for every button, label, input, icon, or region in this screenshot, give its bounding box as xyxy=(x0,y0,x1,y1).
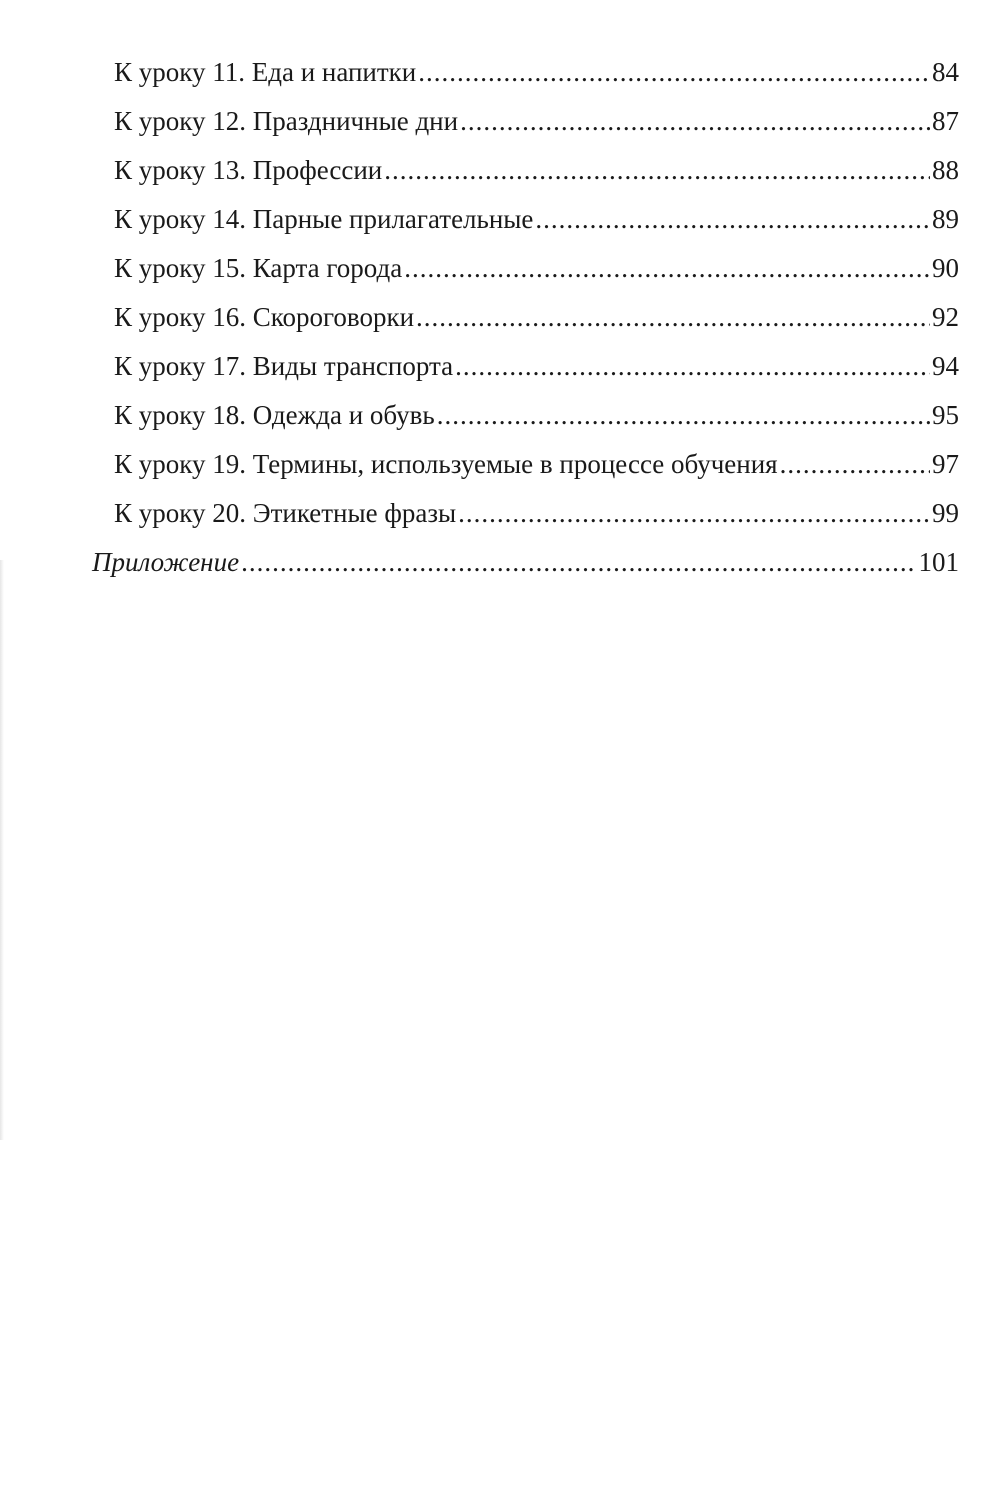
dot-leader xyxy=(780,440,930,489)
toc-entry-lesson-16[interactable] xyxy=(114,293,959,342)
toc-entry-lesson-12[interactable] xyxy=(114,97,959,146)
toc-entry-title: Приложение xyxy=(92,547,240,577)
dot-leader xyxy=(437,391,930,440)
toc-entry-page-number: 90 xyxy=(932,253,959,283)
toc-entry-lesson-13[interactable] xyxy=(114,146,959,195)
page-edge-shadow xyxy=(0,560,4,1140)
toc-entry-title: К уроку 11. Еда и напитки xyxy=(114,57,417,87)
toc-entry-page-number: 95 xyxy=(932,400,959,430)
toc-entry-lesson-19[interactable] xyxy=(114,440,959,489)
toc-entry-page-number: 92 xyxy=(932,302,959,332)
toc-entry-lesson-11[interactable] xyxy=(114,48,959,97)
dot-leader xyxy=(418,48,930,97)
toc-entry-title: К уроку 17. Виды транспорта xyxy=(114,351,454,381)
toc-entry-title: К уроку 12. Праздничные дни xyxy=(114,106,459,136)
toc-entry-page-number: 94 xyxy=(932,351,959,381)
toc-entry-lesson-15[interactable] xyxy=(114,244,959,293)
toc-entry-title: К уроку 20. Этикетные фразы xyxy=(114,498,457,528)
toc-entry-title: К уроку 15. Карта города xyxy=(114,253,403,283)
dot-leader xyxy=(404,244,930,293)
toc-entry-page-number: 89 xyxy=(932,204,959,234)
dot-leader xyxy=(384,146,930,195)
toc-entry-page-number: 101 xyxy=(918,547,959,577)
dot-leader xyxy=(241,538,916,587)
toc-entry-page-number: 87 xyxy=(932,106,959,136)
toc-entry-lesson-14[interactable] xyxy=(114,195,959,244)
toc-entry-page-number: 84 xyxy=(932,57,959,87)
toc-entry-title: К уроку 18. Одежда и обувь xyxy=(114,400,435,430)
toc-entry-lesson-17[interactable] xyxy=(114,342,959,391)
toc-entry-page-number: 88 xyxy=(932,155,959,185)
toc-entry-title: К уроку 14. Парные прилагательные xyxy=(114,204,534,234)
dot-leader xyxy=(535,195,930,244)
toc-entry-lesson-20[interactable] xyxy=(114,489,959,538)
dot-leader xyxy=(455,342,930,391)
toc-entry-page-number: 97 xyxy=(932,449,959,479)
dot-leader xyxy=(458,489,930,538)
toc-entry-title: К уроку 16. Скороговорки xyxy=(114,302,415,332)
toc-entry-title: К уроку 13. Профессии xyxy=(114,155,383,185)
dot-leader xyxy=(460,97,930,146)
table-of-contents xyxy=(0,48,1000,587)
dot-leader xyxy=(416,293,930,342)
toc-entry-title: К уроку 19. Термины, используемые в процессе обучения xyxy=(114,449,778,479)
toc-entry-appendix[interactable] xyxy=(92,538,959,587)
toc-entry-lesson-18[interactable] xyxy=(114,391,959,440)
toc-entry-page-number: 99 xyxy=(932,498,959,528)
